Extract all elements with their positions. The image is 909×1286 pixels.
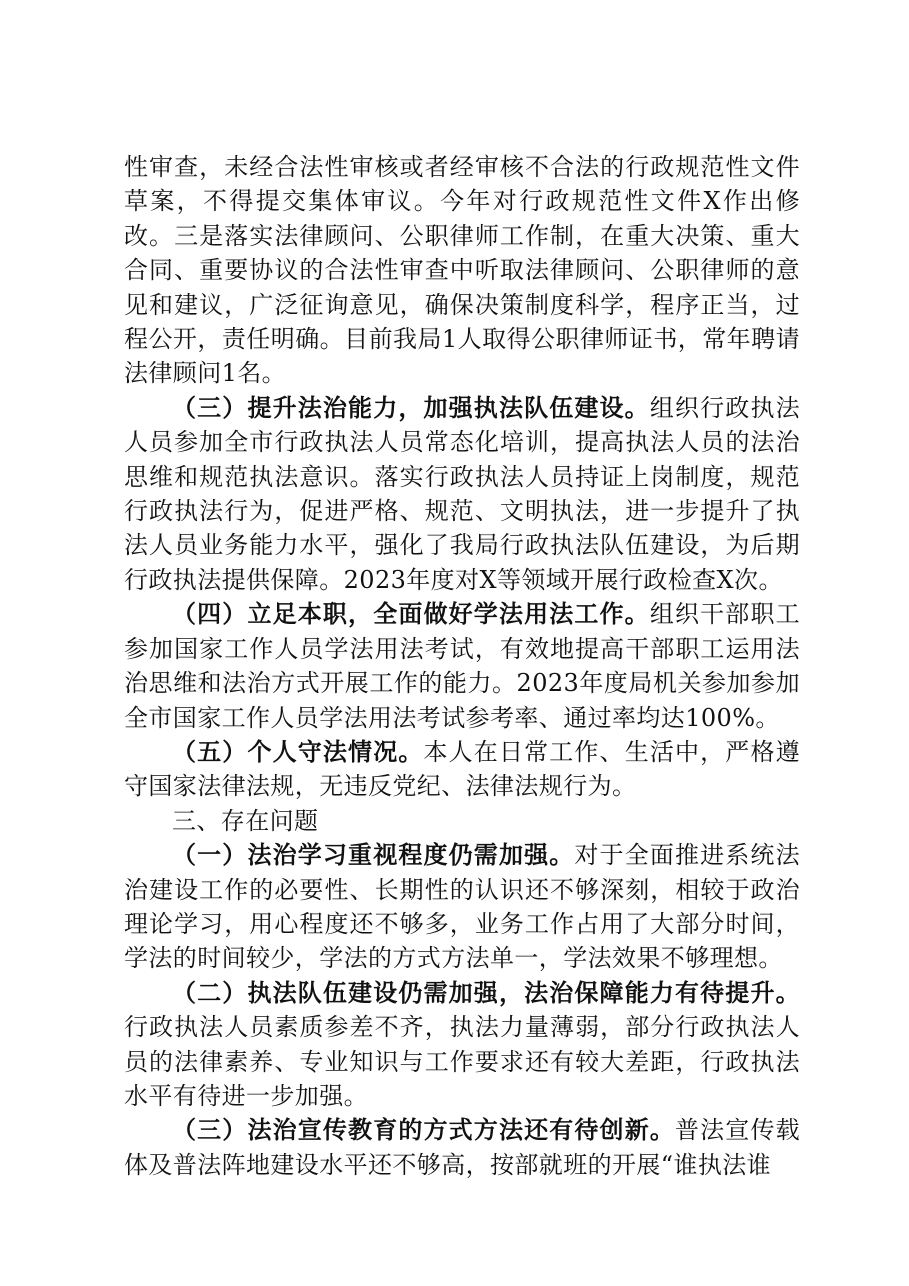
paragraph-law-study <box>124 597 800 735</box>
paragraph-text: 本人在日常工作、生活中，严格遵守国家法律法规，无违反党纪、法律法规行为。 <box>124 737 800 801</box>
paragraph-text: 行政执法人员素质参差不齐，执法力量薄弱，部分行政执法人员的法律素养、专业知识与工作要求还有较大差距，行政执法水平有待进一步加强。 <box>124 1013 800 1110</box>
paragraph-heading: （三）法治宣传教育的方式方法还有待创新。 <box>172 1115 675 1145</box>
paragraph-text: 组织干部职工参加国家工作人员学法用法考试，有效地提高干部职工运用法治思维和法治方式开展工作的能力。2023年度局机关参加参加全市国家工作人员学法用法考试参考率、通过率均达100%。 <box>124 600 800 732</box>
paragraph-problem-publicity <box>124 1113 800 1182</box>
paragraph-heading: （二）执法队伍建设仍需加强，法治保障能力有待提升。 <box>172 977 800 1007</box>
paragraph-heading: （三）提升法治能力，加强执法队伍建设。 <box>172 392 650 422</box>
paragraph-legal-review <box>124 150 800 391</box>
paragraph-text: 普法宣传载体及普法阵地建设水平还不够高，按部就班的开展“谁执法谁 <box>124 1116 800 1179</box>
paragraph-text: 组织行政执法人员参加全市行政执法人员常态化培训，提高执法人员的法治思维和规范执法意识。落实行政执法人员持证上岗制度，规范行政执法行为，促进严格、规范、文明执法，进一步提升了执法人员业务能力水平，强化了我局行政执法队伍建设，为后期行政执法提供保障。2023年度对X等领域开展行政检查X次。 <box>124 393 800 594</box>
section-heading-problems <box>124 804 800 838</box>
paragraph-enforcement-team <box>124 391 800 597</box>
paragraph-text: 对于全面推进系统法治建设工作的必要性、长期性的认识还不够深刻，相较于政治理论学习，用心程度还不够多，业务工作占用了大部分时间，学法的时间较少，学法的方式方法单一，学法效果不够理想。 <box>124 841 800 973</box>
paragraph-heading: （五）个人守法情况。 <box>172 736 424 766</box>
paragraph-heading: （四）立足本职，全面做好学法用法工作。 <box>172 599 650 629</box>
section-heading-text: 三、存在问题 <box>172 806 319 835</box>
paragraph-personal-compliance <box>124 735 800 804</box>
paragraph-problem-team <box>124 976 800 1114</box>
paragraph-text: 性审查，未经合法性审核或者经审核不合法的行政规范性文件草案，不得提交集体审议。今年对行政规范性文件X作出修改。三是落实法律顾问、公职律师工作制，在重大决策、重大合同、重要协议的合法性审查中听取法律顾问、公职律师的意见和建议，广泛征询意见，确保决策制度科学，程序正当，过程公开，责任明确。目前我局1人取得公职律师证书，常年聘请法律顾问1名。 <box>124 153 800 388</box>
document-body <box>124 150 800 1182</box>
paragraph-problem-study <box>124 838 800 976</box>
paragraph-heading: （一）法治学习重视程度仍需加强。 <box>172 840 575 870</box>
